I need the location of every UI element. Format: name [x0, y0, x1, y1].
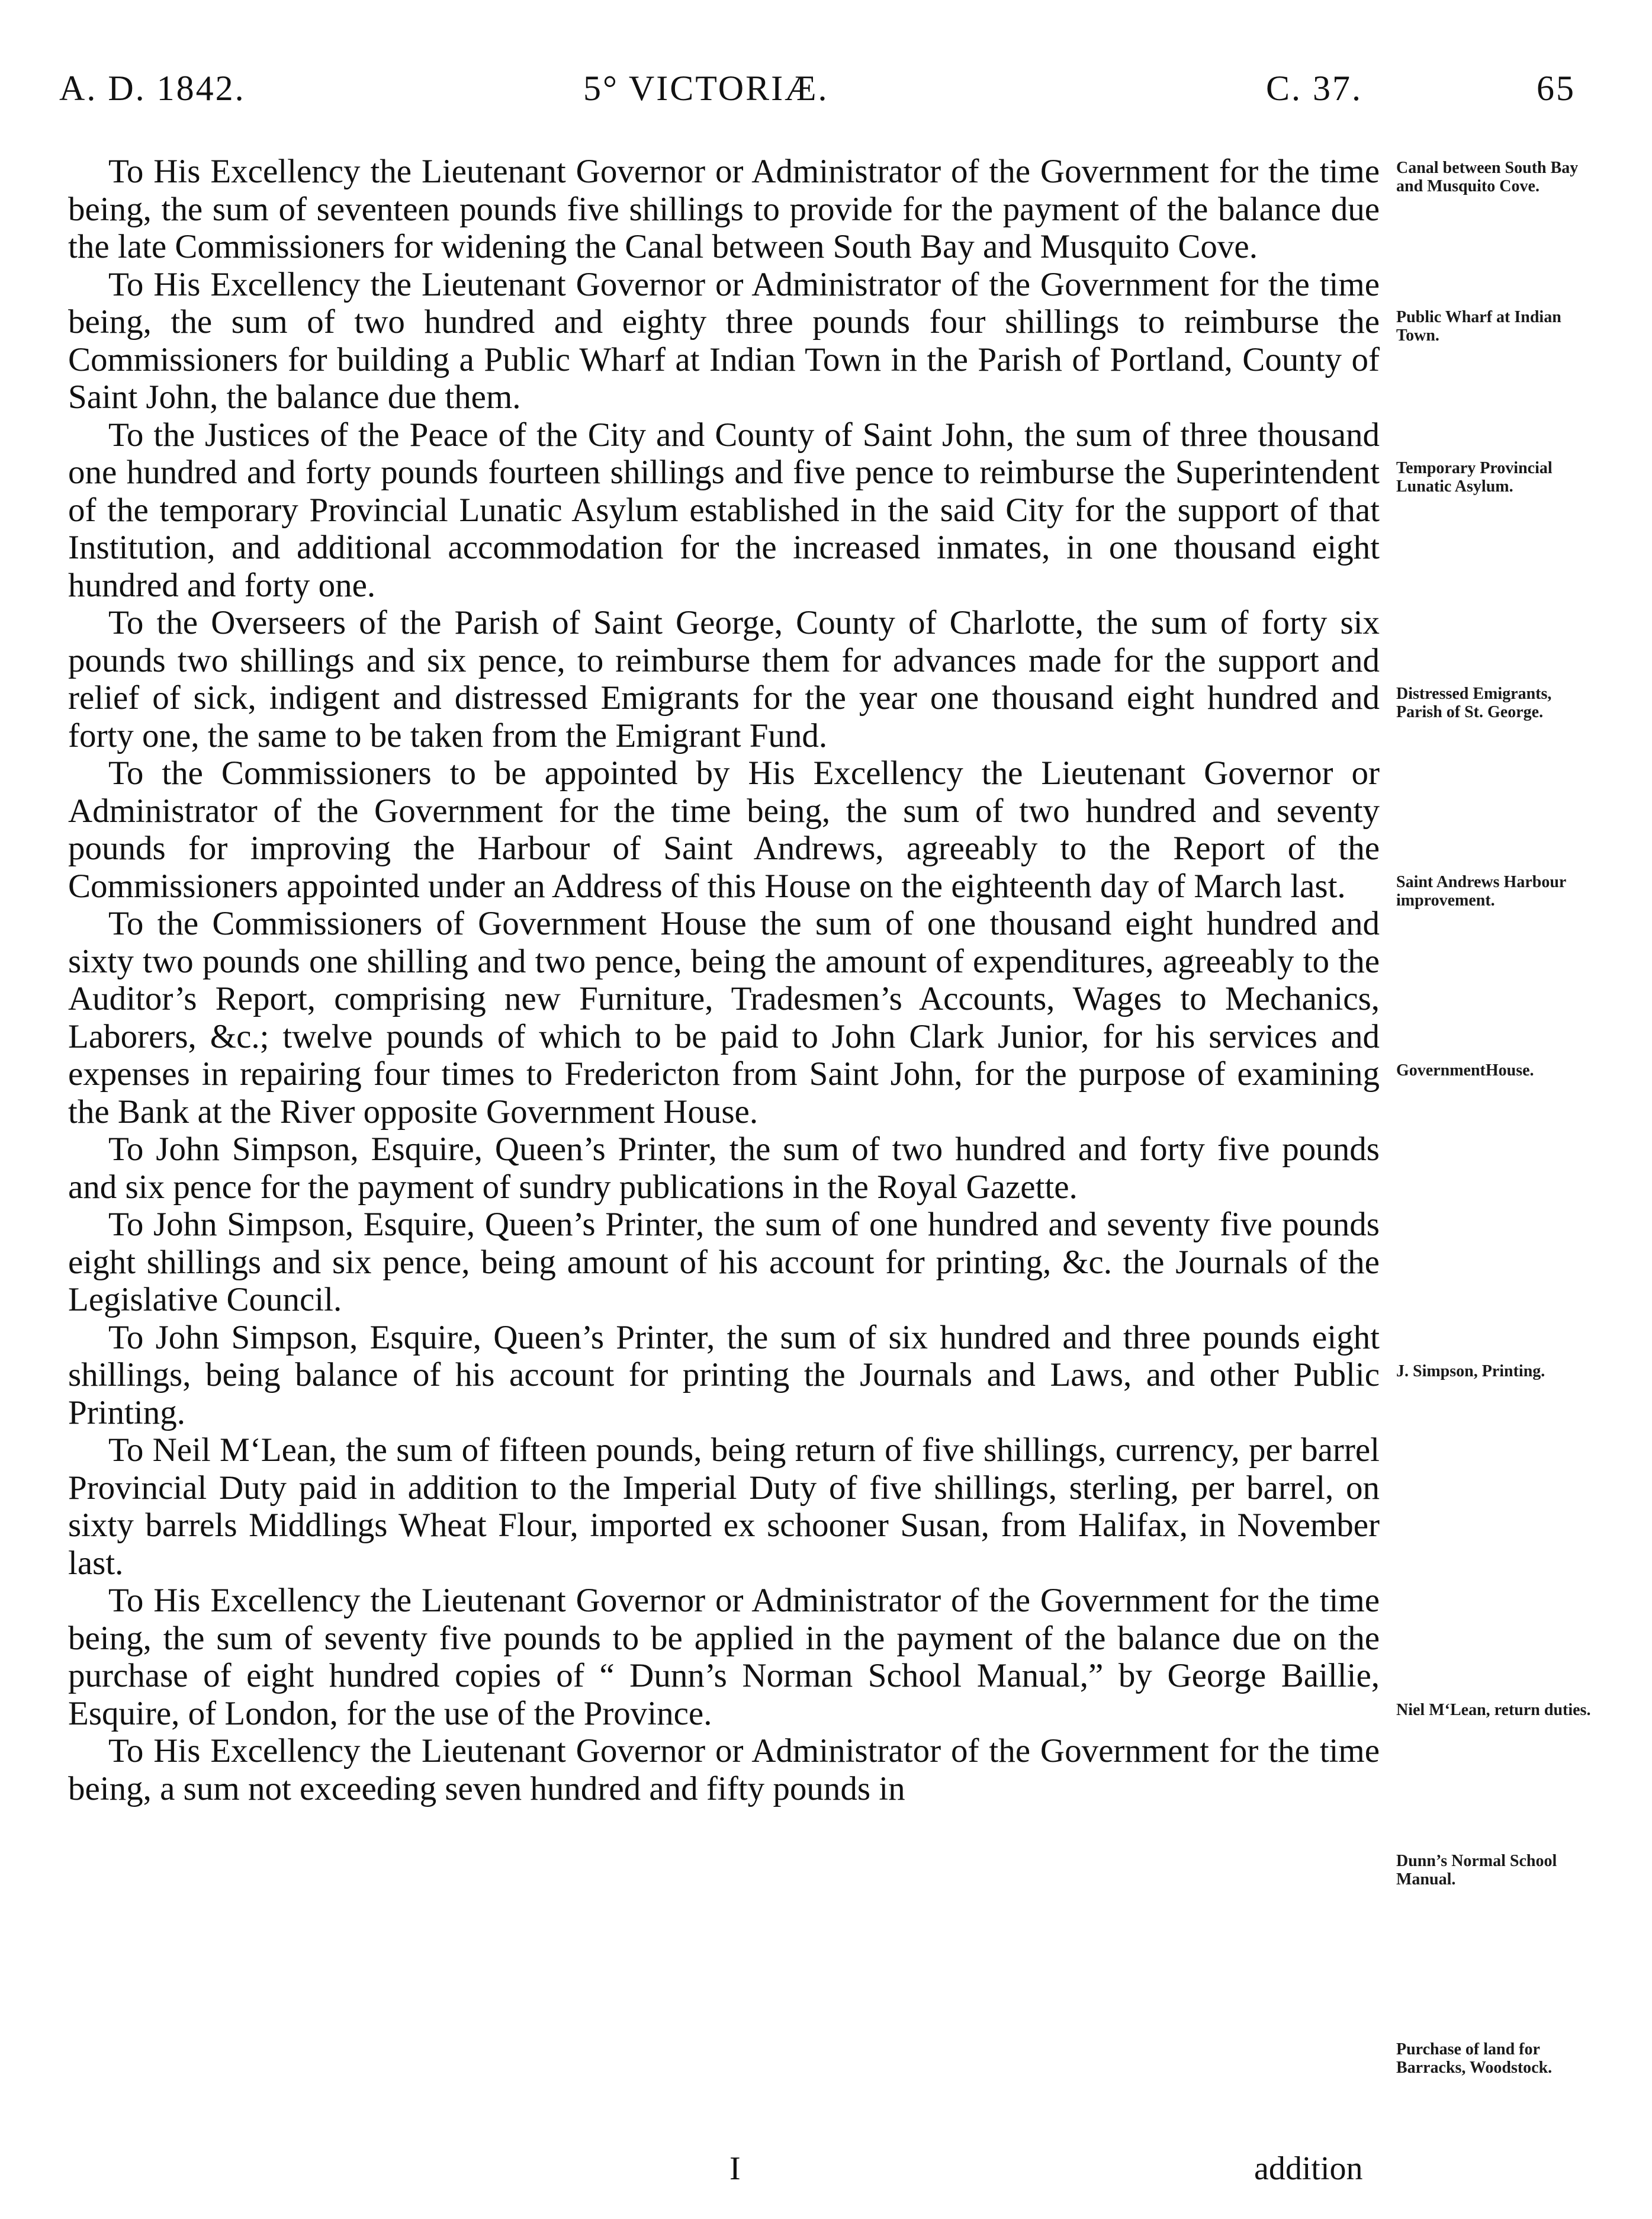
header-reign: 5° VICTORIÆ.	[583, 69, 829, 108]
paragraph-simpson-council: To John Simpson, Esquire, Queen’s Printer, the sum of one hundred and seventy five pounds eight shillings and six pence, being amount of his account for printing, &c. the Journals of the Legislative Council.	[68, 1206, 1380, 1318]
margin-note-dunns-manual: Dunn’s Normal School Manual.	[1396, 1852, 1557, 1889]
margin-note-public-wharf: Public Wharf at Indian Town.	[1396, 308, 1561, 345]
paragraph-emigrants: To the Overseers of the Parish of Saint George, County of Charlotte, the sum of forty six pounds two shillings and six pence, to reimburse them for advances made for the support and relief of sick, indigent and distressed Emigrants for the year one thousand eight hundred and forty one, the same to be taken from the Emigrant Fund.	[68, 604, 1380, 754]
header-year: A. D. 1842.	[59, 69, 246, 108]
margin-note-emigrants: Distressed Emigrants, Parish of St. George.	[1396, 685, 1552, 721]
main-text	[68, 153, 1380, 1807]
margin-note-simpson: J. Simpson, Printing.	[1396, 1362, 1545, 1380]
margin-note-government-house: GovernmentHouse.	[1396, 1061, 1534, 1080]
paragraph-lunatic-asylum: To the Justices of the Peace of the City and County of Saint John, the sum of three thousand one hundred and forty pounds fourteen shillings and five pence to reimburse the Superintendent of the temporary Provincial Lunatic Asylum established in the said City for the support of that Institution, and additional accommodation for the increased inmates, in one thousand eight hundred and forty one.	[68, 416, 1380, 604]
margin-note-barracks: Purchase of land for Barracks, Woodstock.	[1396, 2040, 1553, 2077]
paragraph-dunns-manual: To His Excellency the Lieutenant Governor or Administrator of the Government for the time being, the sum of seventy five pounds to be applied in the payment of the balance due on the purchase of eight hundred copies of “ Dunn’s Norman School Manual,” by George Baillie, Esquire, of London, for the use of the Province.	[68, 1582, 1380, 1732]
paragraph-simpson-laws: To John Simpson, Esquire, Queen’s Printer, the sum of six hundred and three pounds eight shillings, being balance of his account for printing the Journals and Laws, and other Public Printing.	[68, 1318, 1380, 1431]
paragraph-simpson-gazette: To John Simpson, Esquire, Queen’s Printer, the sum of two hundred and forty five pounds and six pence for the payment of sundry publications in the Royal Gazette.	[68, 1131, 1380, 1206]
page-number: 65	[1537, 69, 1576, 108]
paragraph-government-house: To the Commissioners of Government House the sum of one thousand eight hundred and sixty two pounds one shilling and two pence, being the amount of expenditures, agreeably to the Auditor’s Report, comprising new Furniture, Tradesmen’s Accounts, Wages to Mechanics, Laborers, &c.; twelve pounds of which to be paid to John Clark Junior, for his services and expenses in repairing four times to Fredericton from Saint John, for the purpose of examining the Bank at the River opposite Government House.	[68, 905, 1380, 1131]
paragraph-mclean-duties: To Neil M‘Lean, the sum of fifteen pounds, being return of five shillings, currency, per barrel Provincial Duty paid in addition to the Imperial Duty of five shillings, sterling, per barrel, on sixty barrels Middlings Wheat Flour, imported ex schooner Susan, from Halifax, in November last.	[68, 1431, 1380, 1582]
paragraph-public-wharf: To His Excellency the Lieutenant Governor or Administrator of the Government for the time being, the sum of two hundred and eighty three pounds four shillings to reimburse the Commissioners for building a Public Wharf at Indian Town in the Parish of Portland, County of Saint John, the balance due them.	[68, 265, 1380, 416]
margin-notes	[1396, 153, 1592, 2166]
paragraph-canal: To His Excellency the Lieutenant Governor or Administrator of the Government for the time being, the sum of seventeen pounds five shillings to provide for the payment of the balance due the late Commissioners for widening the Canal between South Bay and Musquito Cove.	[68, 153, 1380, 265]
paragraph-saint-andrews-harbour: To the Commissioners to be appointed by His Excellency the Lieutenant Governor or Administrator of the Government for the time being, the sum of two hundred and seventy pounds for improving the Harbour of Saint Andrews, agreeably to the Report of the Commissioners appointed under an Address of this House on the eighteenth day of March last.	[68, 754, 1380, 905]
margin-note-saint-andrews: Saint Andrews Harbour improvement.	[1396, 873, 1566, 910]
header-chapter: C. 37.	[1266, 69, 1363, 108]
margin-note-mclean: Niel M‘Lean, return duties.	[1396, 1701, 1591, 1719]
margin-note-canal: Canal between South Bay and Musquito Cove.	[1396, 159, 1579, 195]
margin-note-lunatic-asylum: Temporary Provincial Lunatic Asylum.	[1396, 459, 1553, 496]
signature-mark: I	[729, 2150, 741, 2187]
paragraph-barracks-woodstock: To His Excellency the Lieutenant Governor or Administrator of the Government for the time being, a sum not exceeding seven hundred and fifty pounds in	[68, 1732, 1380, 1807]
catchword: addition	[1254, 2150, 1363, 2187]
page-footer	[0, 2150, 1652, 2197]
running-header	[0, 68, 1652, 121]
